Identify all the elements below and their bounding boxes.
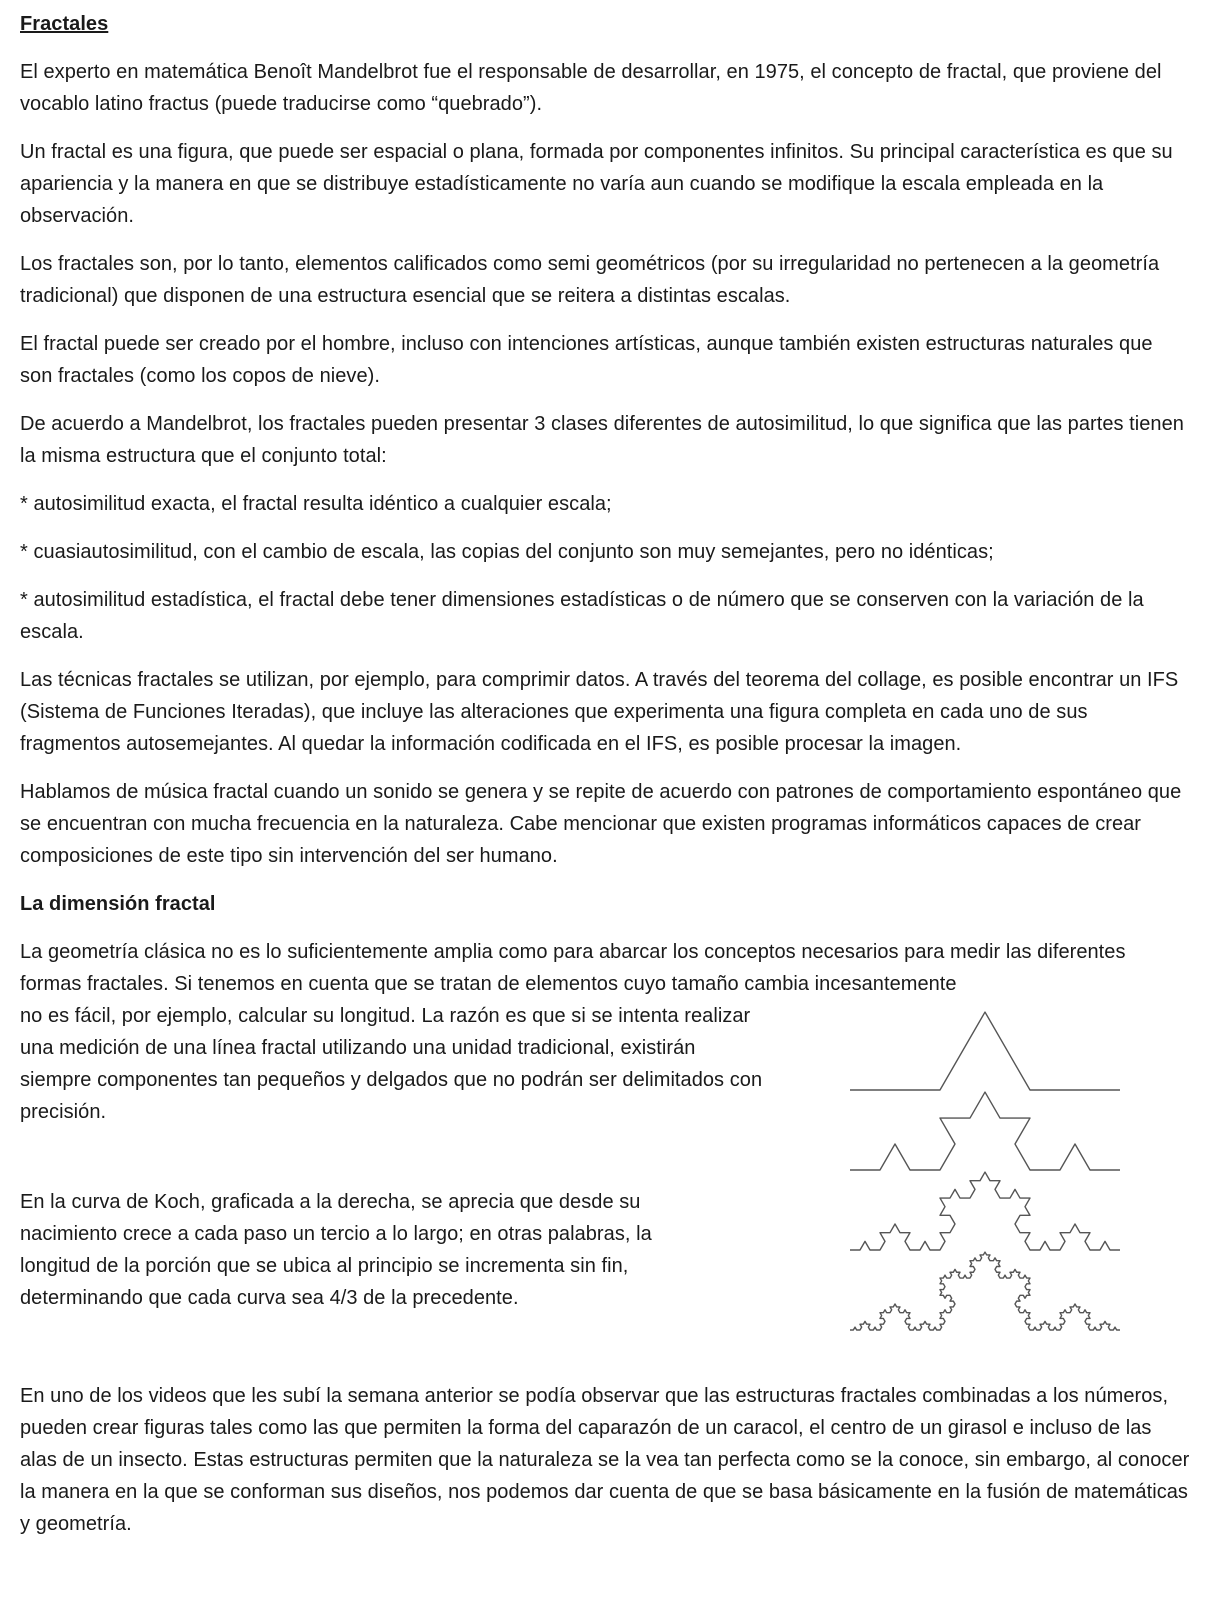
paragraph-4: El fractal puede ser creado por el hombre, incluso con intenciones artísticas, aunque también existen estructuras naturales que son fractales (como los copos de nieve). xyxy=(20,333,1153,387)
paragraph-compression: Las técnicas fractales se utilizan, por ejemplo, para comprimir datos. A través del teorema del collage, es posible encontrar un IFS (Sistema de Funciones Iteradas), que incluye las alteraciones que experimenta una figura completa en cada uno de sus fragmentos autosemejantes. Al quedar la información codificada en el IFS, es posible procesar la imagen. xyxy=(20,669,1179,755)
document-page xyxy=(20,8,1190,1556)
koch-text-column xyxy=(20,1000,770,1314)
koch-curve-figure xyxy=(845,1010,1125,1340)
paragraph-3: Los fractales son, por lo tanto, elementos calificados como semi geométricos (por su irregularidad no pertenecen a la geometría tradicional) que disponen de una estructura esencial que se reitera a distintas escalas. xyxy=(20,253,1160,307)
koch-iteration-2 xyxy=(850,1092,1120,1170)
paragraph-fractal-music: Hablamos de música fractal cuando un sonido se genera y se repite de acuerdo con patrones de comportamiento espontáneo que se encuentran con mucha frecuencia en la naturaleza. Cabe mencionar que existen programas informáticos capaces de crear composiciones de este tipo sin intervención del ser humano. xyxy=(20,781,1182,867)
section-title: La dimensión fractal xyxy=(20,893,216,915)
section-paragraph-measurement: no es fácil, por ejemplo, calcular su longitud. La razón es que si se intenta realizar una medición de una línea fractal utilizando una unidad tradicional, existirán siempre componentes tan pequeños y delgados que no podrán ser delimitados con precisión. xyxy=(20,1005,763,1123)
final-paragraph: En uno de los videos que les subí la semana anterior se podía observar que las estructuras fractales combinadas a los números, pueden crear figuras tales como las que permiten la forma del caparazón de un caracol, el centro de un girasol e incluso de las alas de un insecto. Estas estructuras permiten que la naturaleza se la vea tan perfecta como se la conoce, sin embargo, al conocer la manera en la que se conforman sus diseños, nos podemos dar cuenta de que se basa básicamente en la fusión de matemáticas y geometría. xyxy=(20,1385,1190,1535)
koch-iteration-3 xyxy=(850,1172,1120,1250)
koch-iteration-4 xyxy=(850,1252,1120,1330)
paragraph-5: De acuerdo a Mandelbrot, los fractales pueden presentar 3 clases diferentes de autosimilitud, lo que significa que las partes tienen la misma estructura que el conjunto total: xyxy=(20,413,1184,467)
bullet-statistical-self-similarity: * autosimilitud estadística, el fractal debe tener dimensiones estadísticas o de número que se conserven con la variación de la escala. xyxy=(20,589,1144,643)
bullet-exact-self-similarity: * autosimilitud exacta, el fractal resulta idéntico a cualquier escala; xyxy=(20,493,612,515)
paragraph-1: El experto en matemática Benoît Mandelbrot fue el responsable de desarrollar, en 1975, el concepto de fractal, que proviene del vocablo latino fractus (puede traducirse como “quebrado”). xyxy=(20,61,1162,115)
koch-iteration-1 xyxy=(850,1012,1120,1090)
section-paragraph-koch: En la curva de Koch, graficada a la derecha, se aprecia que desde su nacimiento crece a cada paso un tercio a lo largo; en otras palabras, la longitud de la porción que se ubica al principio se incrementa sin fin, determinando que cada curva sea 4/3 de la precedente. xyxy=(20,1191,652,1309)
paragraph-2: Un fractal es una figura, que puede ser espacial o plana, formada por componentes infinitos. Su principal característica es que su apariencia y la manera en que se distribuye estadísticamente no varía aun cuando se modifique la escala empleada en la observación. xyxy=(20,141,1173,227)
document-title: Fractales xyxy=(20,13,109,35)
koch-section xyxy=(20,1000,1190,1368)
bullet-quasi-self-similarity: * cuasiautosimilitud, con el cambio de escala, las copias del conjunto son muy semejantes, pero no idénticas; xyxy=(20,541,994,563)
section-paragraph-intro: La geometría clásica no es lo suficientemente amplia como para abarcar los conceptos necesarios para medir las diferentes formas fractales. Si tenemos en cuenta que se tratan de elementos cuyo tamaño cambia incesantemente xyxy=(20,941,1126,995)
